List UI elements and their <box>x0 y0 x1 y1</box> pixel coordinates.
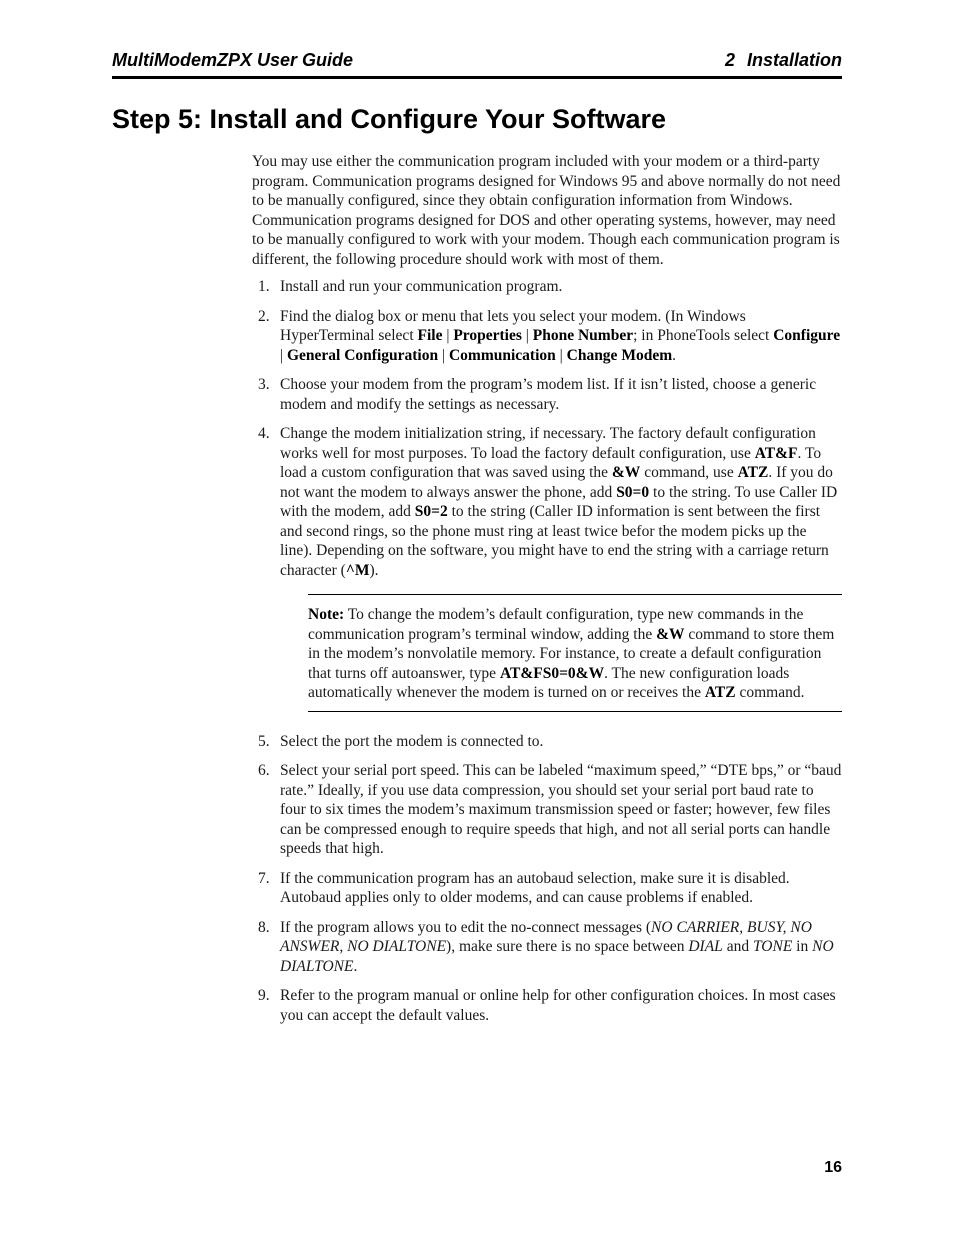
command-s0-2: S0=2 <box>414 503 448 520</box>
message-dial: DIAL <box>688 938 723 955</box>
step-text: in <box>792 938 813 955</box>
list-item <box>252 424 842 712</box>
note-text <box>308 605 842 703</box>
message-list: NO CARRIER, BUSY, NO ANSWER, NO DIALTONE <box>280 918 812 955</box>
list-item <box>252 307 842 366</box>
note-label: Note: <box>308 606 345 623</box>
command-w: &W <box>656 625 685 643</box>
step-number: 3. <box>258 376 270 393</box>
step-text: and <box>722 938 753 955</box>
list-item <box>252 375 842 414</box>
chapter-title: Installation <box>746 50 842 70</box>
step-number: 1. <box>258 278 270 295</box>
menu-separator: | <box>521 327 533 344</box>
step-text: Select your serial port speed. This can be labeled “maximum speed,” “DTE bps,” or “baud rate.” Ideally, if you use data compression, you should set your serial port baud rate to four to six times the modem’s maximum transmission speed or faster; however, few files can be compressed enough to require speeds that high, and not all serial ports can handle speeds that high. <box>280 762 842 857</box>
step-number: 5. <box>258 732 270 750</box>
step-number: 9. <box>258 987 270 1004</box>
command-atz: ATZ <box>704 684 736 701</box>
step-text: . If you do not want the modem to always answer the phone, add <box>280 464 833 501</box>
command-atz: ATZ <box>737 464 769 481</box>
list-item <box>252 986 842 1025</box>
step-number: 4. <box>258 425 270 442</box>
step-text: If the communication program has an autobaud selection, make sure it is disabled. Autobaud applies only to older modems, and can cause problems if enabled. <box>280 869 790 906</box>
menu-separator: | <box>280 346 287 364</box>
step-number: 2. <box>258 307 270 325</box>
step-text: to the string. To use Caller ID with the modem, add <box>280 483 838 520</box>
command-carriage-return: ^M <box>345 561 370 579</box>
menu-path-general-configuration: General Configuration <box>286 346 439 364</box>
menu-separator: | <box>438 346 449 364</box>
menu-separator: | <box>555 346 567 364</box>
list-item <box>252 869 842 908</box>
step-text: . <box>672 346 676 364</box>
note-box <box>308 594 842 712</box>
message-tone: TONE <box>752 938 793 955</box>
note-text-part: command. <box>735 684 805 701</box>
menu-path-change-modem: Change Modem <box>566 346 673 364</box>
step-text: ). <box>369 561 379 579</box>
command-atf: AT&F <box>754 444 798 462</box>
step-text: If the program allows you to edit the no-connect messages ( <box>280 918 652 936</box>
menu-path-properties: Properties <box>453 327 522 344</box>
step-text: ), make sure there is no space between <box>446 938 689 955</box>
note-text-part: command to store them in the modem’s nonvolatile memory. For instance, to create a default configuration that turns off autoanswer, type <box>308 625 835 682</box>
step-text: Select the port the modem is connected to. <box>280 732 544 750</box>
chapter-number: 2 <box>724 50 735 70</box>
note-text-part: . The new configuration loads automatically whenever the modem is turned on or receives the <box>308 664 790 701</box>
menu-path-file: File <box>417 327 443 344</box>
step-text: . <box>353 957 358 975</box>
note-text-part: To change the modem’s default configuration, type new commands in the communication program’s terminal window, adding the <box>308 606 804 643</box>
step-number: 7. <box>258 869 270 887</box>
menu-path-configure: Configure <box>773 327 841 344</box>
step-text: Choose your modem from the program’s modem list. If it isn’t listed, choose a generic modem and modify the settings as necessary. <box>280 376 817 413</box>
menu-path-phone-number: Phone Number <box>532 327 634 344</box>
menu-path-communication: Communication <box>448 346 556 364</box>
step-text: Install and run your communication program. <box>280 278 563 295</box>
steps-list <box>252 277 842 1025</box>
chapter-heading <box>725 50 842 71</box>
step-number: 6. <box>258 762 270 779</box>
step-text: Refer to the program manual or online help for other configuration choices. In most cases you can accept the default values. <box>280 987 836 1024</box>
step-number: 8. <box>258 918 270 936</box>
main-content <box>252 152 842 1035</box>
page-header <box>112 46 842 79</box>
intro-paragraph: You may use either the communication program included with your modem or a third-party program. Communication programs designed for Windows 95 and above normally do not need to be manually configured, since they obtain configuration information from Windows. Communication programs designed for DOS and other operating systems, however, may need to be manually configured to work with your modem. Though each communication program is different, the following procedure should work with most of them. <box>252 153 841 268</box>
section-title: Step 5: Install and Configure Your Software <box>112 104 667 134</box>
step-text: Find the dialog box or menu that lets you select your modem. (In Windows HyperTerminal select <box>280 307 746 344</box>
list-item <box>252 761 842 859</box>
step-text: Change the modem initialization string, if necessary. The factory default configuration works well for most purposes. To load the factory default configuration, use <box>280 425 816 462</box>
document-title: MultiModemZPX User Guide <box>112 50 354 70</box>
menu-separator: | <box>442 327 454 344</box>
command-atfs0-0-w: AT&FS0=0&W <box>499 664 605 682</box>
page-number: 16 <box>824 1159 842 1176</box>
command-s0-0: S0=0 <box>616 483 650 501</box>
list-item <box>252 277 842 297</box>
list-item <box>252 918 842 977</box>
message-no-dialtone: NO DIALTONE <box>280 938 834 975</box>
step-text: command, use <box>640 464 738 481</box>
step-text: ; in PhoneTools select <box>633 327 774 344</box>
command-w: &W <box>611 464 641 481</box>
list-item <box>252 732 842 752</box>
step-text: to the string (Caller ID information is sent between the first and second rings, so the phone must ring at least twice befor the modem picks up the line). Depending on the software, you might have to end the string with a carriage return character ( <box>280 503 829 579</box>
step-text: . To load a custom configuration that was saved using the <box>280 444 822 481</box>
